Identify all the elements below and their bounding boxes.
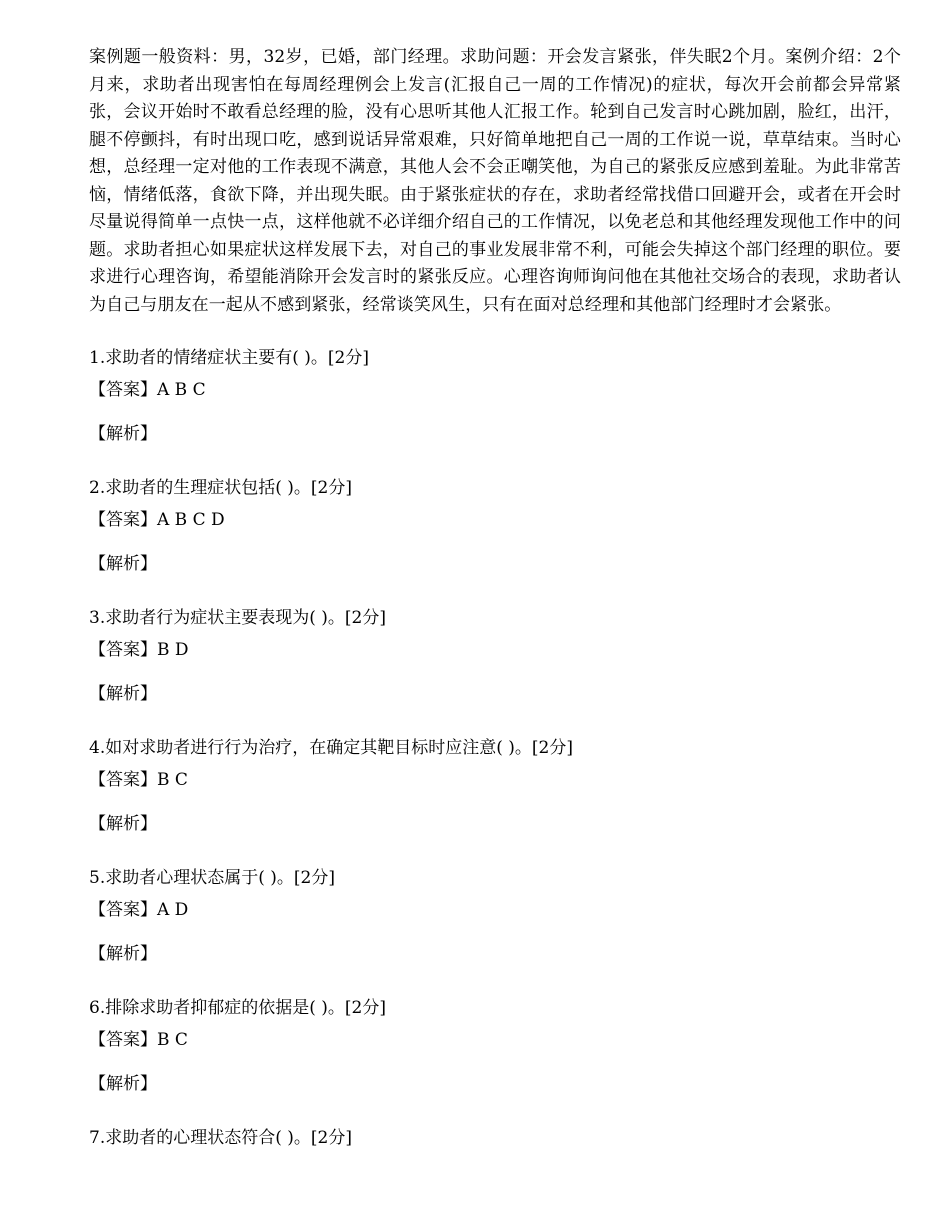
question-text: 6.排除求助者抑郁症的依据是( )。[2分] (89, 998, 386, 1018)
question-text: 7.求助者的心理状态符合( )。[2分] (89, 1128, 352, 1148)
document-page (89, 44, 901, 1152)
question-text: 5.求助者心理状态属于( )。[2分] (89, 868, 335, 888)
analysis-line: 【解析】 (89, 944, 157, 964)
question-1 (89, 345, 901, 448)
analysis-line: 【解析】 (89, 1074, 157, 1094)
question-2 (89, 475, 901, 578)
question-text: 3.求助者行为症状主要表现为( )。[2分] (89, 608, 386, 628)
analysis-line: 【解析】 (89, 684, 157, 704)
analysis-line: 【解析】 (89, 554, 157, 574)
question-7 (89, 1125, 901, 1152)
question-3 (89, 605, 901, 708)
question-5 (89, 865, 901, 968)
question-text: 2.求助者的生理症状包括( )。[2分] (89, 478, 352, 498)
analysis-line: 【解析】 (89, 814, 157, 834)
answer-line: 【答案】A B C (89, 380, 206, 400)
answer-line: 【答案】B D (89, 640, 189, 660)
question-6 (89, 995, 901, 1098)
question-4 (89, 735, 901, 838)
answer-line: 【答案】A B C D (89, 510, 225, 530)
case-description: 案例题一般资料：男，32岁，已婚，部门经理。求助问题：开会发言紧张，伴失眠2个月。案例介绍：2个月来，求助者出现害怕在每周经理例会上发言(汇报自己一周的工作情况)的症状，每次开会前都会异常紧张，会议开始时不敢看总经理的脸，没有心思听其他人汇报工作。轮到自己发言时心跳加剧，脸红，出汗，腿不停颤抖，有时出现口吃，感到说话异常艰难，只好简单地把自己一周的工作说一说，草草结束。当时心想，总经理一定对他的工作表现不满意，其他人会不会正嘲笑他，为自己的紧张反应感到羞耻。为此非常苦恼，情绪低落，食欲下降，并出现失眠。由于紧张症状的存在，求助者经常找借口回避开会，或者在开会时尽量说得简单一点快一点，这样他就不必详细介绍自己的工作情况，以免老总和其他经理发现他工作中的问题。求助者担心如果症状这样发展下去，对自己的事业发展非常不利，可能会失掉这个部门经理的职位。要求进行心理咨询，希望能消除开会发言时的紧张反应。心理咨询师询问他在其他社交场合的表现，求助者认为自己与朋友在一起从不感到紧张，经常谈笑风生，只有在面对总经理和其他部门经理时才会紧张。 (89, 47, 901, 315)
analysis-line: 【解析】 (89, 424, 157, 444)
answer-line: 【答案】A D (89, 900, 189, 920)
question-text: 1.求助者的情绪症状主要有( )。[2分] (89, 348, 369, 368)
answer-line: 【答案】B C (89, 770, 188, 790)
question-text: 4.如对求助者进行行为治疗，在确定其靶目标时应注意( )。[2分] (89, 738, 573, 758)
answer-line: 【答案】B C (89, 1030, 188, 1050)
